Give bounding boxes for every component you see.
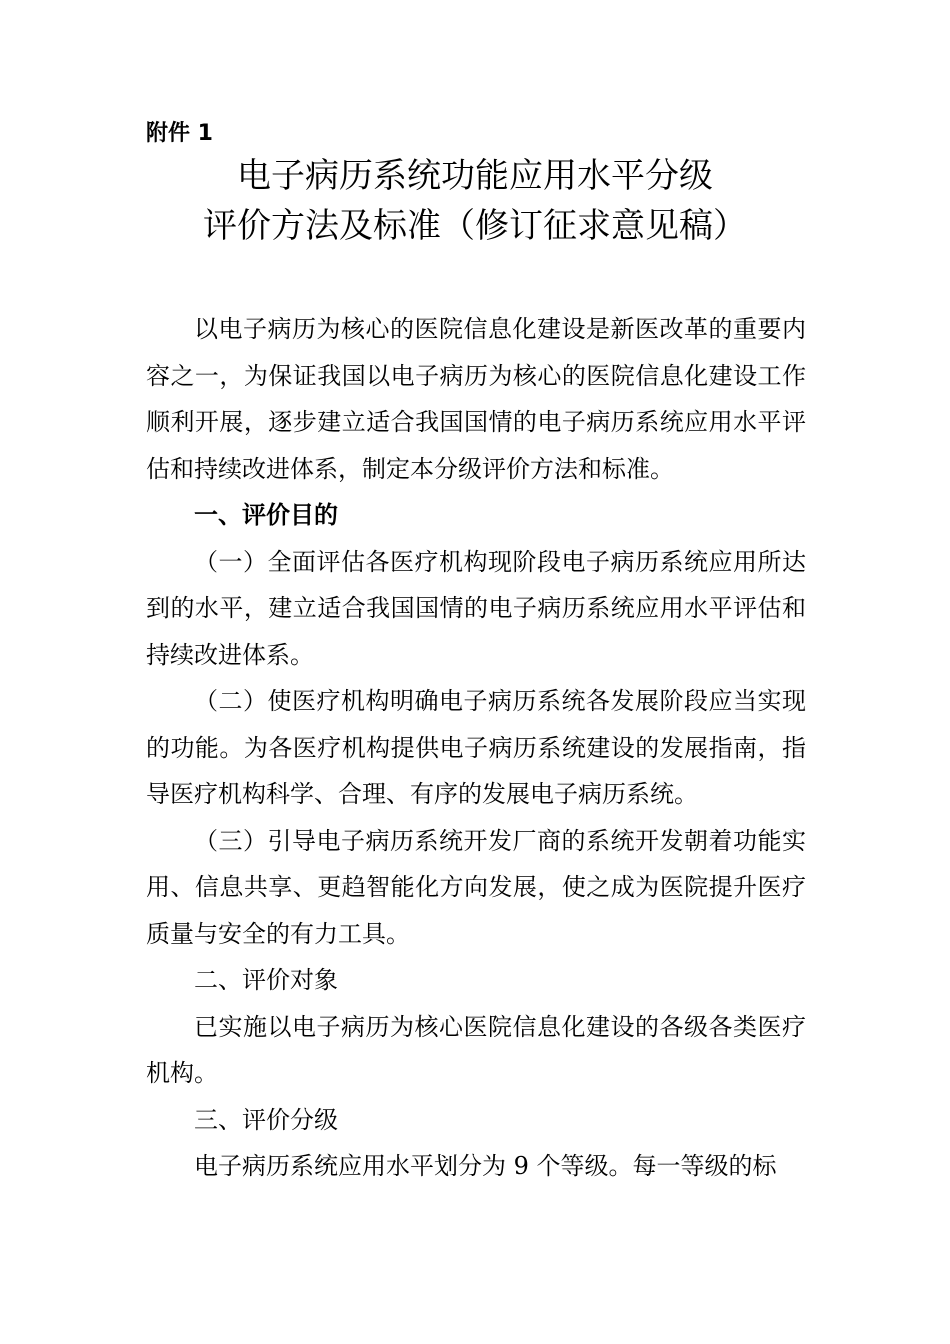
document-title-line-1: 电子病历系统功能应用水平分级	[237, 156, 713, 196]
levels-paragraph: 电子病历系统应用水平划分为 9 个等级。每一等级的标	[194, 1152, 777, 1180]
section-heading-levels: 三、评价分级	[194, 1105, 338, 1134]
purpose-item-3: （三）引导电子病历系统开发厂商的系统开发朝着功能实用、信息共享、更趋智能化方向发展，使之成为医院提升医疗质量与安全的有力工具。	[146, 826, 806, 948]
section-heading-target: 二、评价对象	[194, 966, 338, 994]
target-paragraph: 已实施以电子病历为核心医院信息化建设的各级各类医疗机构。	[146, 1012, 806, 1087]
purpose-item-1: （一）全面评估各医疗机构现阶段电子病历系统应用所达到的水平，建立适合我国国情的电子病历系统应用水平评估和持续改进体系。	[146, 547, 806, 669]
attachment-label: 附件 1	[146, 121, 213, 146]
section-heading-purpose: 一、评价目的	[194, 501, 338, 529]
intro-paragraph: 以电子病历为核心的医院信息化建设是新医改革的重要内容之一，为保证我国以电子病历为核心的医院信息化建设工作顺利开展，逐步建立适合我国国情的电子病历系统应用水平评估和持续改进体系，制定本分级评价方法和标准。	[146, 315, 806, 483]
purpose-item-2: （二）使医疗机构明确电子病历系统各发展阶段应当实现的功能。为各医疗机构提供电子病历系统建设的发展指南，指导医疗机构科学、合理、有序的发展电子病历系统。	[146, 687, 806, 808]
document-body	[146, 306, 806, 1190]
document-title-line-2: 评价方法及标准（修订征求意见稿）	[203, 206, 747, 246]
